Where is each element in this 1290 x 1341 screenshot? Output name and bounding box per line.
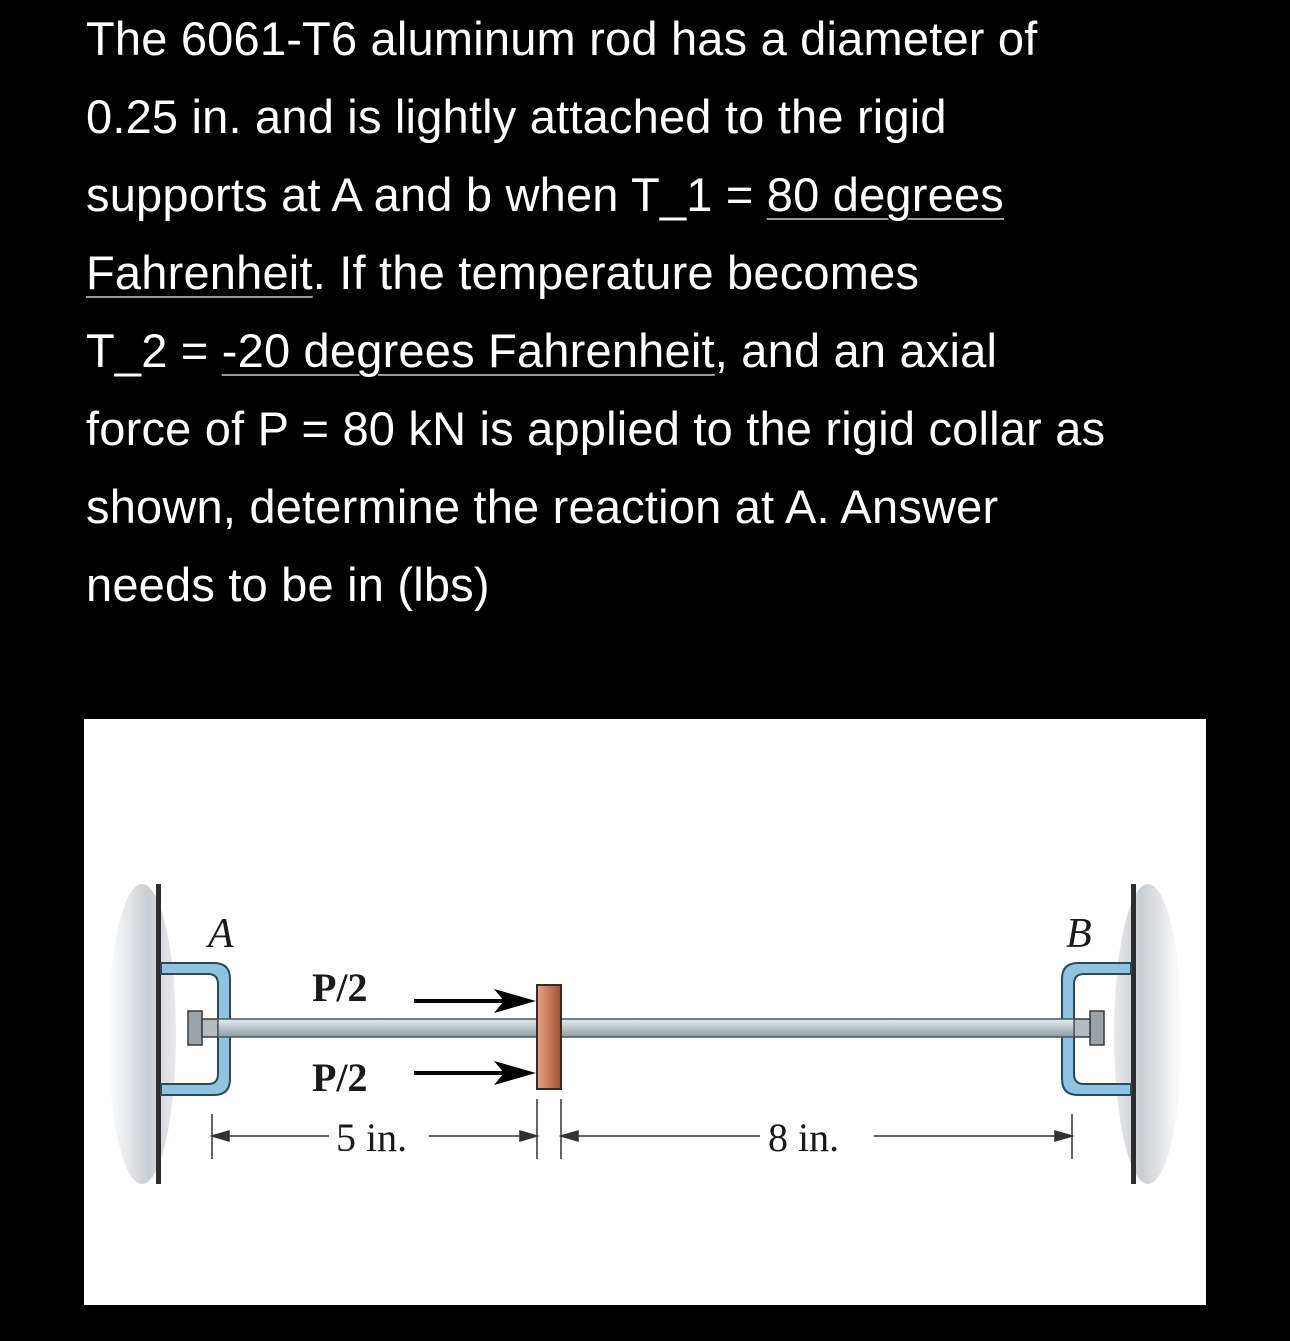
rigid-collar — [537, 985, 561, 1089]
problem-line-7: shown, determine the reaction at A. Answer — [86, 480, 999, 533]
label-a: A — [208, 911, 234, 957]
problem-line-6: force of P = 80 kN is applied to the rigid collar as — [86, 402, 1106, 455]
problem-line-3 — [86, 156, 1266, 234]
t1-unit: Fahrenheit — [86, 246, 313, 299]
problem-line-4-text: . If the temperature becomes — [312, 246, 920, 299]
aluminum-rod — [218, 1019, 1074, 1037]
problem-line-1: The 6061-T6 aluminum rod has a diameter of — [86, 12, 1038, 65]
load-label-bottom: P/2 — [312, 1055, 368, 1100]
problem-line-5-tail: , and an axial — [714, 324, 998, 377]
label-b: B — [1066, 911, 1092, 957]
load-label-top: P/2 — [312, 965, 368, 1010]
load-arrow-top — [414, 989, 536, 1013]
problem-line-3-text: supports at A and b when T_1 = — [86, 168, 767, 221]
problem-line-5 — [86, 312, 1266, 390]
load-arrow-bottom — [414, 1061, 536, 1085]
rod-diagram — [84, 719, 1206, 1305]
problem-line-5-text: T_2 = — [86, 324, 222, 377]
problem-line-2: 0.25 in. and is lightly attached to the rigid — [86, 90, 947, 143]
problem-line-4 — [86, 234, 1266, 312]
right-wall — [1114, 884, 1182, 1184]
dimension-label-right: 8 in. — [768, 1115, 840, 1160]
rod-figure — [84, 719, 1206, 1305]
problem-line-8: needs to be in (lbs) — [86, 558, 490, 611]
dimension-label-left: 5 in. — [336, 1115, 408, 1160]
t2-value: -20 degrees Fahrenheit — [221, 324, 715, 377]
left-wall — [108, 884, 176, 1184]
t1-value: 80 degrees — [766, 168, 1004, 221]
problem-statement — [86, 0, 1266, 624]
